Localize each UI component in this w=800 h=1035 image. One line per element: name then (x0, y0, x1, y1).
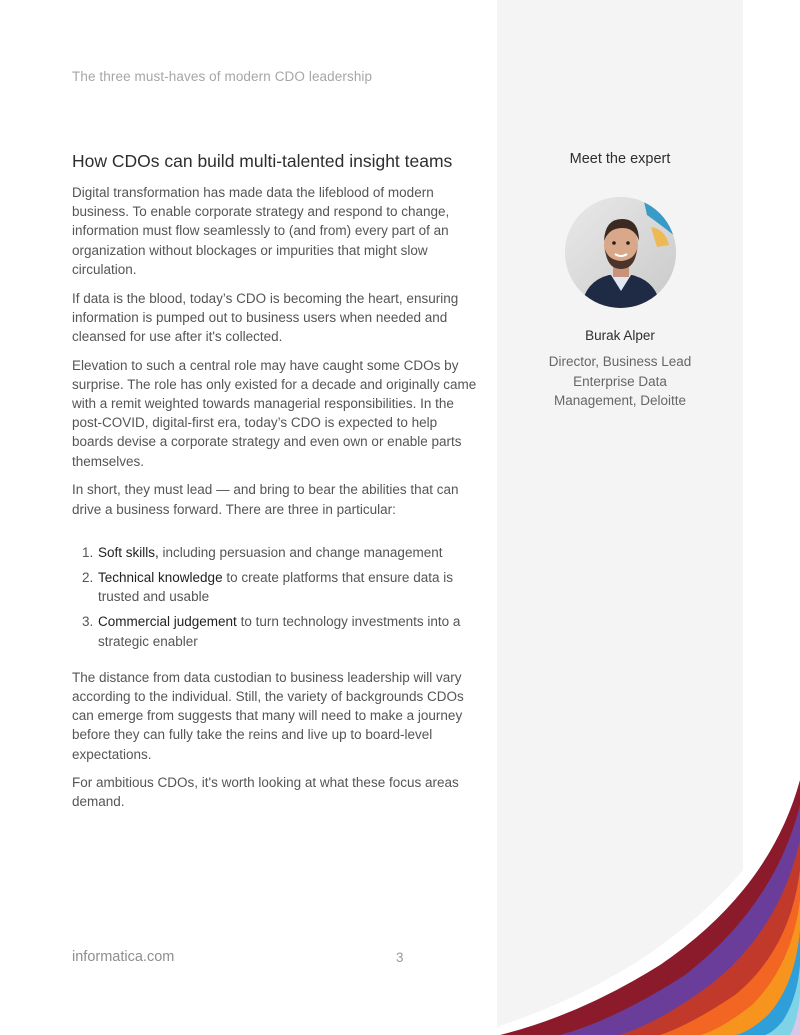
list-item-strong: Commercial judgement (98, 614, 237, 630)
list-number: 2. (82, 569, 94, 585)
paragraph: For ambitious CDOs, it's worth looking at what these focus areas demand. (72, 775, 459, 810)
expert-title: Director, Business Lead Enterprise Data Management, Deloitte (548, 354, 692, 409)
list-number: 3. (82, 614, 94, 630)
list-item-text: including persuasion and change management (158, 544, 443, 560)
footer-url: informatica.com (72, 949, 175, 965)
article-heading: How CDOs can build multi-talented insight teams (72, 151, 453, 171)
list-item-text: to create platforms that ensure data is trusted and usable (98, 569, 453, 605)
paragraph: Digital transformation has made data the lifeblood of modern business. To enable corporate strategy and respond to change, information must flow seamlessly to (and from) every part of an organization without blockages or impurities that might slow circulation. (72, 185, 450, 277)
paragraph: The distance from data custodian to business leadership will vary according to the individual. Still, the variety of backgrounds CDOs can emerge from suggests that many will need to make a journey before they can fully take the reins and live up to board-level expectations. (72, 669, 464, 762)
list-item-strong: Soft skills, (98, 544, 159, 560)
list-item-strong: Technical knowledge (98, 569, 223, 585)
list-number: 1. (82, 544, 94, 560)
list-item-text: to turn technology investments into a strategic enabler (98, 614, 461, 649)
article-body (72, 149, 477, 821)
expert-panel (540, 149, 700, 411)
paragraph: In short, they must lead — and bring to bear the abilities that can drive a business forward. There are three in particular: (72, 482, 459, 517)
list-item (82, 568, 477, 606)
list-item (82, 543, 477, 562)
must-haves-list (72, 543, 477, 651)
running-title: The three must-haves of modern CDO leadership (72, 69, 373, 84)
expert-heading: Meet the expert (569, 151, 671, 167)
expert-name: Burak Alper (585, 328, 655, 343)
portrait-photo (565, 197, 676, 308)
paragraph: Elevation to such a central role may have caught some CDOs by surprise. The role has only existed for a decade and originally came with a remit weighted towards managerial responsibilities. In the post-COVID, digital-first era, today’s CDO is expected to help boards devise a corporate strategy and even own or enable parts themselves. (72, 357, 477, 469)
avatar (565, 197, 676, 308)
paragraph: If data is the blood, today’s CDO is becoming the heart, ensuring information is pumped out to business users when needed and cleansed for use after it's collected. (72, 290, 459, 344)
list-item (82, 612, 477, 650)
page-number: 3 (396, 950, 404, 965)
